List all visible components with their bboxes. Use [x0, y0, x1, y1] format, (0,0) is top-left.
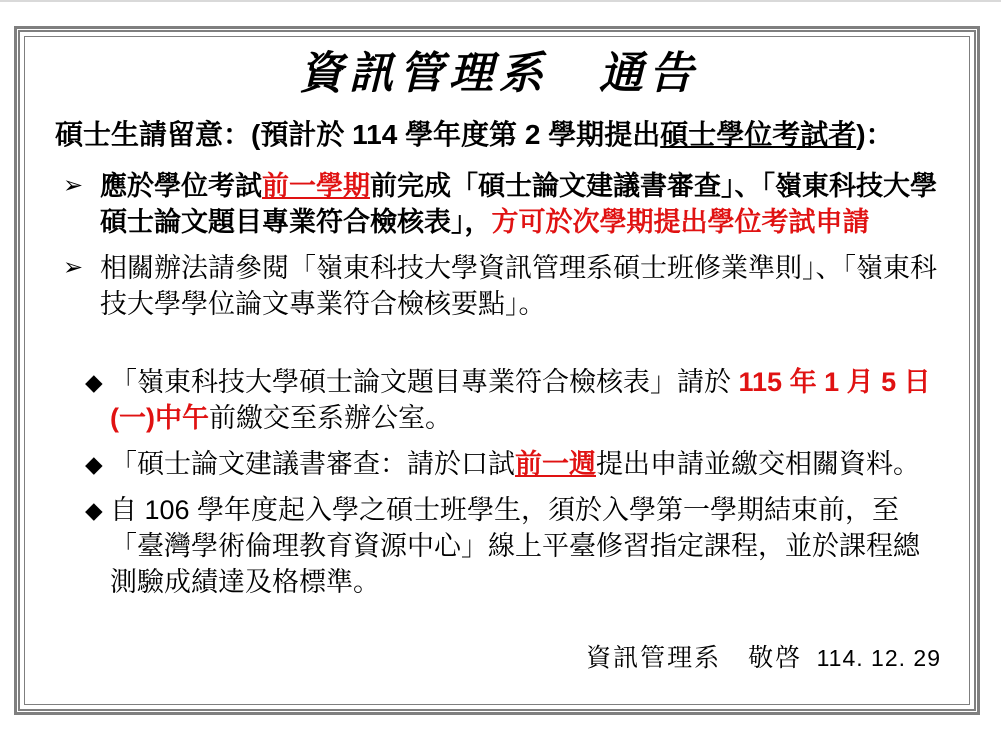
notice-title: 資訊管理系 通告 [299, 48, 699, 99]
arrow-bullet-icon: ➢ [63, 253, 84, 281]
diamond-bullet-icon: ◆ [85, 368, 103, 395]
bullet-item-proposal-review [85, 446, 943, 482]
bullet-text: 「嶺東科技大學碩士論文題目專業符合檢核表」請於 115 年 1 月 5 日(一)中午前繳交至系辦公室。 [110, 366, 931, 433]
notice-footer [586, 638, 941, 674]
notice-frame-middle-line [18, 30, 976, 711]
diamond-bullet-icon: ◆ [85, 496, 103, 523]
diamond-bullet-list [85, 364, 943, 600]
top-divider [0, 0, 1001, 2]
notice-frame [14, 26, 980, 715]
bullet-item-checklist-deadline [85, 364, 943, 436]
arrow-bullet-icon: ➢ [63, 171, 84, 199]
bullet-text: 相關辦法請參閱「嶺東科技大學資訊管理系碩士班修業準則」、「嶺東科技大學學位論文專業符合檢核要點」。 [100, 252, 937, 319]
bullet-text: 應於學位考試前一學期前完成「碩士論文建議書審查」、「嶺東科技大學碩士論文題目專業符合檢核表」，方可於次學期提出學位考試申請 [100, 170, 937, 237]
arrow-bullet-list [55, 168, 943, 322]
bullet-item-exam-prerequisite [55, 168, 943, 240]
footer-signer: 資訊管理系 敬啓 [586, 643, 803, 672]
notice-frame-inner-line [24, 36, 970, 705]
bullet-item-ethics-course [85, 492, 943, 600]
footer-date: 114. 12. 29 [816, 645, 941, 671]
bullet-text: 自 106 學年度起入學之碩士班學生，須於入學第一學期結束前，至「臺灣學術倫理教育資源中心」線上平臺修習指定課程，並於課程總測驗成績達及格標準。 [110, 494, 920, 597]
diamond-bullet-icon: ◆ [85, 450, 103, 477]
bullet-item-regulations-reference [55, 250, 943, 322]
notice-heading: 碩士生請留意：(預計於 114 學年度第 2 學期提出碩士學位考試者)： [55, 118, 894, 150]
bullet-text: 「碩士論文建議書審查：請於口試前一週提出申請並繳交相關資料。 [110, 448, 920, 479]
